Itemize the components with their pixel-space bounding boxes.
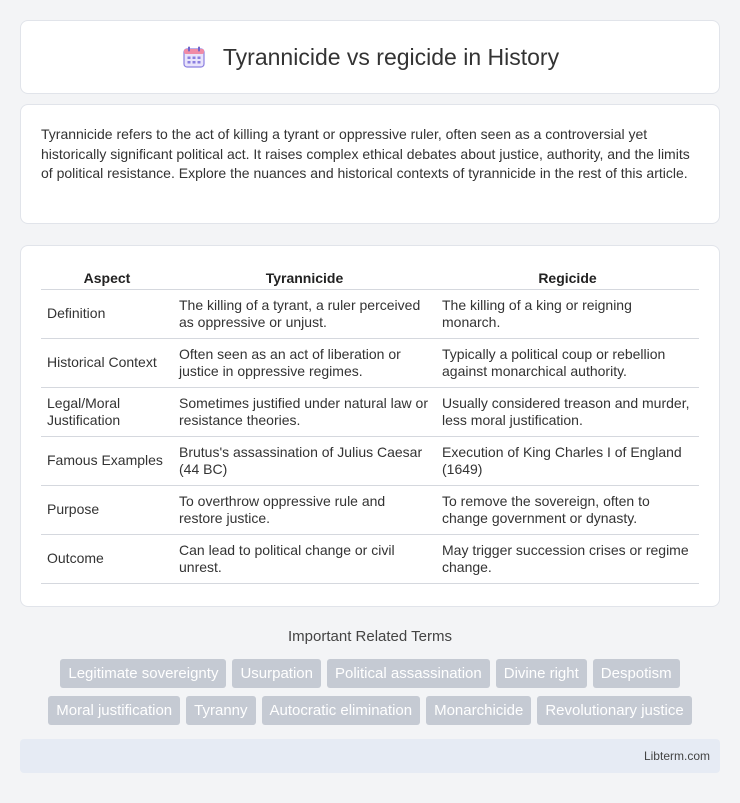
tag-legitimate-sovereignty[interactable]: Legitimate sovereignty [60, 659, 226, 688]
related-terms-list [20, 659, 720, 725]
tag-revolutionary-justice[interactable]: Revolutionary justice [537, 696, 691, 725]
calendar-icon [181, 44, 207, 70]
table-row [41, 437, 699, 486]
header-tyrannicide: Tyrannicide [173, 266, 436, 290]
tag-divine-right[interactable]: Divine right [496, 659, 587, 688]
page-title: Tyrannicide vs regicide in History [222, 43, 560, 70]
intro-card [20, 104, 720, 224]
tag-monarchicide[interactable]: Monarchicide [426, 696, 531, 725]
tag-political-assassination[interactable]: Political assassination [327, 659, 490, 688]
row-aspect: Legal/Moral Justification [41, 388, 173, 437]
row-regicide: The killing of a king or reigning monarch. [436, 290, 699, 339]
row-tyrannicide: To overthrow oppressive rule and restore justice. [173, 486, 436, 535]
tag-autocratic-elimination[interactable]: Autocratic elimination [262, 696, 421, 725]
row-regicide: Execution of King Charles I of England (1649) [436, 437, 699, 486]
footer [20, 739, 720, 773]
title-card [20, 20, 720, 94]
row-aspect: Famous Examples [41, 437, 173, 486]
row-tyrannicide: Often seen as an act of liberation or justice in oppressive regimes. [173, 339, 436, 388]
header-aspect: Aspect [41, 266, 173, 290]
row-regicide: Usually considered treason and murder, less moral justification. [436, 388, 699, 437]
tag-usurpation[interactable]: Usurpation [232, 659, 321, 688]
row-regicide: Typically a political coup or rebellion against monarchical authority. [436, 339, 699, 388]
table-row [41, 339, 699, 388]
row-regicide: May trigger succession crises or regime change. [436, 535, 699, 584]
row-aspect: Historical Context [41, 339, 173, 388]
footer-brand-link[interactable]: Libterm.com [643, 749, 710, 763]
intro-text: Tyrannicide refers to the act of killing a tyrant or oppressive ruler, often seen as a controversial yet historically significant political act. It raises complex ethical debates about justice, authority, and the limits of political resistance. Explore the nuances and historical contexts of tyrannicide in the rest of this article. [41, 126, 690, 181]
comparison-table [41, 266, 699, 584]
row-tyrannicide: The killing of a tyrant, a ruler perceived as oppressive or unjust. [173, 290, 436, 339]
table-row [41, 290, 699, 339]
related-terms-title: Important Related Terms [288, 628, 452, 645]
header-regicide: Regicide [436, 266, 699, 290]
tag-tyranny[interactable]: Tyranny [186, 696, 255, 725]
comparison-card [20, 245, 720, 607]
table-row [41, 535, 699, 584]
row-tyrannicide: Brutus's assassination of Julius Caesar (44 BC) [173, 437, 436, 486]
row-tyrannicide: Can lead to political change or civil unrest. [173, 535, 436, 584]
table-header-row [41, 266, 699, 290]
table-row [41, 486, 699, 535]
tag-despotism[interactable]: Despotism [593, 659, 680, 688]
row-aspect: Purpose [41, 486, 173, 535]
row-tyrannicide: Sometimes justified under natural law or resistance theories. [173, 388, 436, 437]
row-regicide: To remove the sovereign, often to change government or dynasty. [436, 486, 699, 535]
row-aspect: Outcome [41, 535, 173, 584]
row-aspect: Definition [41, 290, 173, 339]
tag-moral-justification[interactable]: Moral justification [48, 696, 180, 725]
table-row [41, 388, 699, 437]
